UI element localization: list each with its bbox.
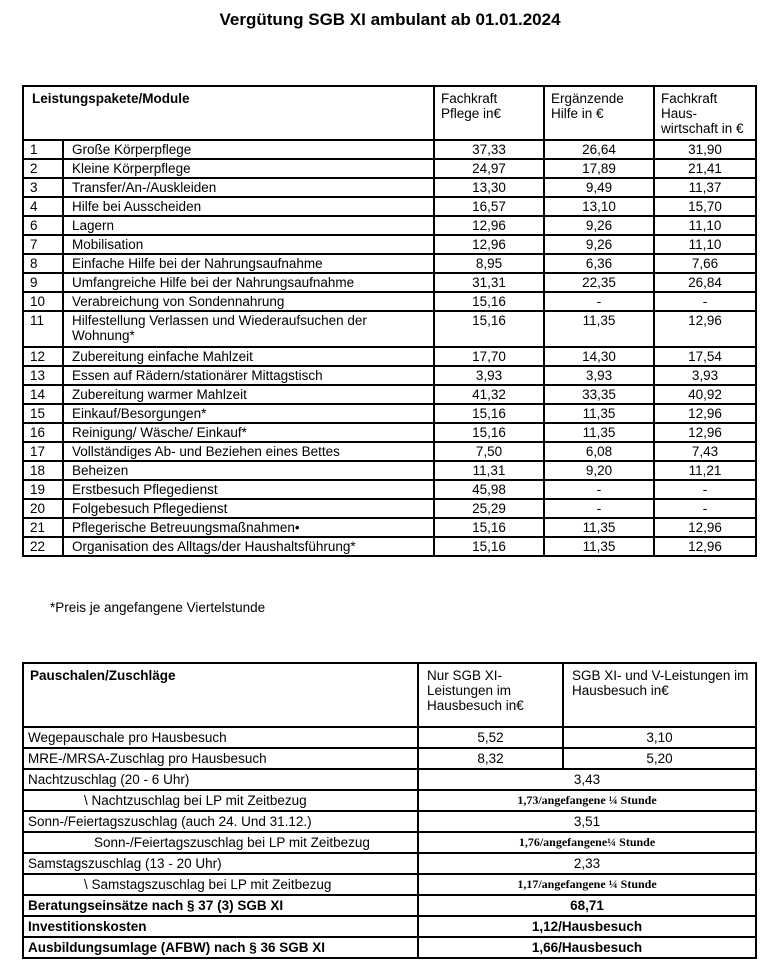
row-value-fachkraft-hauswirtschaft: 11,37 bbox=[654, 178, 756, 197]
row-number: 11 bbox=[23, 311, 63, 347]
header-ergaenzende-hilfe: Ergänzende Hilfe in € bbox=[544, 86, 654, 140]
modules-table bbox=[22, 85, 757, 557]
row-value: 8,32 bbox=[418, 748, 563, 769]
header-fachkraft-pflege: Fachkraft Pflege in€ bbox=[434, 86, 544, 140]
table-row bbox=[23, 874, 756, 895]
page-title: Vergütung SGB XI ambulant ab 01.01.2024 bbox=[219, 10, 561, 29]
row-description: Lagern bbox=[63, 216, 434, 235]
table-row bbox=[23, 404, 756, 423]
row-value-ergaenzende-hilfe: 9,20 bbox=[544, 461, 654, 480]
row-description: Essen auf Rädern/stationärer Mittagstisch bbox=[63, 366, 434, 385]
row-value-fachkraft-pflege: 11,31 bbox=[434, 461, 544, 480]
row-number: 21 bbox=[23, 518, 63, 537]
row-value: 3,43 bbox=[418, 769, 756, 790]
row-value-fachkraft-pflege: 45,98 bbox=[434, 480, 544, 499]
row-description: Einkauf/Besorgungen* bbox=[63, 404, 434, 423]
row-value-fachkraft-pflege: 15,16 bbox=[434, 311, 544, 347]
row-value-ergaenzende-hilfe: 11,35 bbox=[544, 404, 654, 423]
table-row bbox=[23, 832, 756, 853]
row-value-ergaenzende-hilfe: - bbox=[544, 480, 654, 499]
row-value-fachkraft-hauswirtschaft: 11,10 bbox=[654, 235, 756, 254]
row-value-fachkraft-hauswirtschaft: 7,43 bbox=[654, 442, 756, 461]
row-label: Wegepauschale pro Hausbesuch bbox=[23, 727, 418, 748]
row-description: Zubereitung warmer Mahlzeit bbox=[63, 385, 434, 404]
row-value-fachkraft-hauswirtschaft: 12,96 bbox=[654, 423, 756, 442]
row-value-ergaenzende-hilfe: 11,35 bbox=[544, 311, 654, 347]
header-nur-sgb-xi: Nur SGB XI-Leistungen im Hausbesuch in€ bbox=[418, 663, 563, 727]
row-value: 5,20 bbox=[563, 748, 756, 769]
row-value-fachkraft-hauswirtschaft: 15,70 bbox=[654, 197, 756, 216]
row-value-fachkraft-hauswirtschaft: 11,21 bbox=[654, 461, 756, 480]
row-number: 1 bbox=[23, 140, 63, 159]
row-value-fachkraft-pflege: 41,32 bbox=[434, 385, 544, 404]
row-description: Einfache Hilfe bei der Nahrungsaufnahme bbox=[63, 254, 434, 273]
table-row bbox=[23, 235, 756, 254]
row-label: \ Samstagszuschlag bei LP mit Zeitbezug bbox=[23, 874, 418, 895]
row-number: 19 bbox=[23, 480, 63, 499]
row-label: Ausbildungsumlage (AFBW) nach § 36 SGB XI bbox=[23, 937, 418, 958]
row-description: Beheizen bbox=[63, 461, 434, 480]
row-value-ergaenzende-hilfe: 33,35 bbox=[544, 385, 654, 404]
row-number: 22 bbox=[23, 537, 63, 556]
row-value-fachkraft-pflege: 24,97 bbox=[434, 159, 544, 178]
row-value-ergaenzende-hilfe: 17,89 bbox=[544, 159, 654, 178]
row-value-fachkraft-hauswirtschaft: 3,93 bbox=[654, 366, 756, 385]
table-row bbox=[23, 537, 756, 556]
table-row bbox=[23, 347, 756, 366]
row-number: 8 bbox=[23, 254, 63, 273]
row-value-fachkraft-hauswirtschaft: 12,96 bbox=[654, 404, 756, 423]
row-number: 17 bbox=[23, 442, 63, 461]
row-description: Hilfestellung Verlassen und Wiederaufsuchen der Wohnung* bbox=[63, 311, 434, 347]
row-label: Sonn-/Feiertagszuschlag (auch 24. Und 31.12.) bbox=[23, 811, 418, 832]
row-value-ergaenzende-hilfe: 6,36 bbox=[544, 254, 654, 273]
row-value-fachkraft-hauswirtschaft: - bbox=[654, 292, 756, 311]
row-value-fachkraft-hauswirtschaft: 11,10 bbox=[654, 216, 756, 235]
row-number: 18 bbox=[23, 461, 63, 480]
row-description: Große Körperpflege bbox=[63, 140, 434, 159]
table-row bbox=[23, 216, 756, 235]
row-value: 1,66/Hausbesuch bbox=[418, 937, 756, 958]
row-value-fachkraft-hauswirtschaft: 40,92 bbox=[654, 385, 756, 404]
table-row bbox=[23, 518, 756, 537]
row-description: Vollständiges Ab- und Beziehen eines Bettes bbox=[63, 442, 434, 461]
row-number: 14 bbox=[23, 385, 63, 404]
row-value-fachkraft-pflege: 17,70 bbox=[434, 347, 544, 366]
row-description: Kleine Körperpflege bbox=[63, 159, 434, 178]
row-number: 3 bbox=[23, 178, 63, 197]
row-value-fachkraft-pflege: 15,16 bbox=[434, 537, 544, 556]
table-row bbox=[23, 748, 756, 769]
row-value: 3,51 bbox=[418, 811, 756, 832]
row-value: 1,17/angefangene ¼ Stunde bbox=[418, 874, 756, 895]
row-value: 2,33 bbox=[418, 853, 756, 874]
row-label: Samstagszuschlag (13 - 20 Uhr) bbox=[23, 853, 418, 874]
row-number: 16 bbox=[23, 423, 63, 442]
row-description: Reinigung/ Wäsche/ Einkauf* bbox=[63, 423, 434, 442]
row-value-fachkraft-hauswirtschaft: 12,96 bbox=[654, 311, 756, 347]
table-row bbox=[23, 769, 756, 790]
modules-table-header bbox=[23, 86, 756, 140]
row-value-fachkraft-pflege: 15,16 bbox=[434, 423, 544, 442]
table-row bbox=[23, 853, 756, 874]
row-value-ergaenzende-hilfe: - bbox=[544, 292, 654, 311]
row-value-ergaenzende-hilfe: - bbox=[544, 499, 654, 518]
row-description: Hilfe bei Ausscheiden bbox=[63, 197, 434, 216]
row-number: 7 bbox=[23, 235, 63, 254]
row-value-fachkraft-hauswirtschaft: 21,41 bbox=[654, 159, 756, 178]
row-description: Mobilisation bbox=[63, 235, 434, 254]
row-label: Beratungseinsätze nach § 37 (3) SGB XI bbox=[23, 895, 418, 916]
row-value-fachkraft-pflege: 12,96 bbox=[434, 235, 544, 254]
table-row bbox=[23, 790, 756, 811]
row-value-fachkraft-hauswirtschaft: 12,96 bbox=[654, 518, 756, 537]
table-row bbox=[23, 916, 756, 937]
table-row bbox=[23, 311, 756, 347]
row-value-fachkraft-pflege: 15,16 bbox=[434, 292, 544, 311]
row-value: 1,73/angefangene ¼ Stunde bbox=[418, 790, 756, 811]
row-value-ergaenzende-hilfe: 3,93 bbox=[544, 366, 654, 385]
header-module: Leistungspakete/Module bbox=[23, 86, 434, 140]
row-value-fachkraft-pflege: 13,30 bbox=[434, 178, 544, 197]
row-value-fachkraft-pflege: 15,16 bbox=[434, 404, 544, 423]
row-description: Pflegerische Betreuungsmaßnahmen• bbox=[63, 518, 434, 537]
row-number: 9 bbox=[23, 273, 63, 292]
row-number: 10 bbox=[23, 292, 63, 311]
header-fachkraft-hauswirtschaft: Fachkraft Haus-wirtschaft in € bbox=[654, 86, 756, 140]
table-row bbox=[23, 499, 756, 518]
table-row bbox=[23, 937, 756, 958]
row-value-fachkraft-hauswirtschaft: 7,66 bbox=[654, 254, 756, 273]
row-number: 2 bbox=[23, 159, 63, 178]
row-description: Zubereitung einfache Mahlzeit bbox=[63, 347, 434, 366]
table-row bbox=[23, 461, 756, 480]
row-number: 6 bbox=[23, 216, 63, 235]
row-value: 5,52 bbox=[418, 727, 563, 748]
row-number: 20 bbox=[23, 499, 63, 518]
row-label: \ Nachtzuschlag bei LP mit Zeitbezug bbox=[23, 790, 418, 811]
row-value: 1,12/Hausbesuch bbox=[418, 916, 756, 937]
table-row bbox=[23, 480, 756, 499]
row-value-ergaenzende-hilfe: 9,49 bbox=[544, 178, 654, 197]
row-value-fachkraft-hauswirtschaft: - bbox=[654, 480, 756, 499]
surcharges-table-header bbox=[23, 663, 756, 727]
row-label: Sonn-/Feiertagszuschlag bei LP mit Zeitbezug bbox=[23, 832, 418, 853]
row-value-ergaenzende-hilfe: 11,35 bbox=[544, 537, 654, 556]
row-value-fachkraft-pflege: 12,96 bbox=[434, 216, 544, 235]
table-row bbox=[23, 197, 756, 216]
table-row bbox=[23, 423, 756, 442]
row-number: 15 bbox=[23, 404, 63, 423]
row-value-fachkraft-pflege: 31,31 bbox=[434, 273, 544, 292]
row-value-ergaenzende-hilfe: 11,35 bbox=[544, 423, 654, 442]
row-value-fachkraft-pflege: 8,95 bbox=[434, 254, 544, 273]
row-value-ergaenzende-hilfe: 9,26 bbox=[544, 216, 654, 235]
table-row bbox=[23, 254, 756, 273]
table-row bbox=[23, 442, 756, 461]
row-description: Erstbesuch Pflegedienst bbox=[63, 480, 434, 499]
row-number: 13 bbox=[23, 366, 63, 385]
row-description: Folgebesuch Pflegedienst bbox=[63, 499, 434, 518]
footnote: *Preis je angefangene Viertelstunde bbox=[50, 600, 266, 615]
row-value-ergaenzende-hilfe: 26,64 bbox=[544, 140, 654, 159]
row-value-fachkraft-pflege: 25,29 bbox=[434, 499, 544, 518]
row-label: Investitionskosten bbox=[23, 916, 418, 937]
row-value-fachkraft-pflege: 15,16 bbox=[434, 518, 544, 537]
row-description: Organisation des Alltags/der Haushaltsführung* bbox=[63, 537, 434, 556]
row-value-ergaenzende-hilfe: 9,26 bbox=[544, 235, 654, 254]
row-value: 68,71 bbox=[418, 895, 756, 916]
table-row bbox=[23, 178, 756, 197]
row-value-fachkraft-hauswirtschaft: - bbox=[654, 499, 756, 518]
row-value-fachkraft-pflege: 7,50 bbox=[434, 442, 544, 461]
table-row bbox=[23, 366, 756, 385]
row-description: Umfangreiche Hilfe bei der Nahrungsaufnahme bbox=[63, 273, 434, 292]
row-label: MRE-/MRSA-Zuschlag pro Hausbesuch bbox=[23, 748, 418, 769]
header-pauschalen: Pauschalen/Zuschläge bbox=[23, 663, 418, 727]
row-value-fachkraft-pflege: 3,93 bbox=[434, 366, 544, 385]
table-row bbox=[23, 159, 756, 178]
row-value-fachkraft-hauswirtschaft: 12,96 bbox=[654, 537, 756, 556]
row-value: 1,76/angefangene¼ Stunde bbox=[418, 832, 756, 853]
table-row bbox=[23, 292, 756, 311]
header-sgb-xi-v: SGB XI- und V-Leistungen im Hausbesuch in€ bbox=[563, 663, 756, 727]
table-row bbox=[23, 727, 756, 748]
row-number: 12 bbox=[23, 347, 63, 366]
row-number: 4 bbox=[23, 197, 63, 216]
row-description: Verabreichung von Sondennahrung bbox=[63, 292, 434, 311]
row-value-ergaenzende-hilfe: 13,10 bbox=[544, 197, 654, 216]
table-row bbox=[23, 273, 756, 292]
table-row bbox=[23, 385, 756, 404]
row-value-fachkraft-pflege: 37,33 bbox=[434, 140, 544, 159]
row-value-ergaenzende-hilfe: 22,35 bbox=[544, 273, 654, 292]
row-value-ergaenzende-hilfe: 11,35 bbox=[544, 518, 654, 537]
row-value-fachkraft-hauswirtschaft: 26,84 bbox=[654, 273, 756, 292]
row-value: 3,10 bbox=[563, 727, 756, 748]
row-value-fachkraft-hauswirtschaft: 17,54 bbox=[654, 347, 756, 366]
row-description: Transfer/An-/Auskleiden bbox=[63, 178, 434, 197]
row-value-ergaenzende-hilfe: 14,30 bbox=[544, 347, 654, 366]
table-row bbox=[23, 811, 756, 832]
row-label: Nachtzuschlag (20 - 6 Uhr) bbox=[23, 769, 418, 790]
row-value-ergaenzende-hilfe: 6,08 bbox=[544, 442, 654, 461]
row-value-fachkraft-hauswirtschaft: 31,90 bbox=[654, 140, 756, 159]
surcharges-table bbox=[22, 662, 757, 959]
row-value-fachkraft-pflege: 16,57 bbox=[434, 197, 544, 216]
table-row bbox=[23, 140, 756, 159]
table-row bbox=[23, 895, 756, 916]
